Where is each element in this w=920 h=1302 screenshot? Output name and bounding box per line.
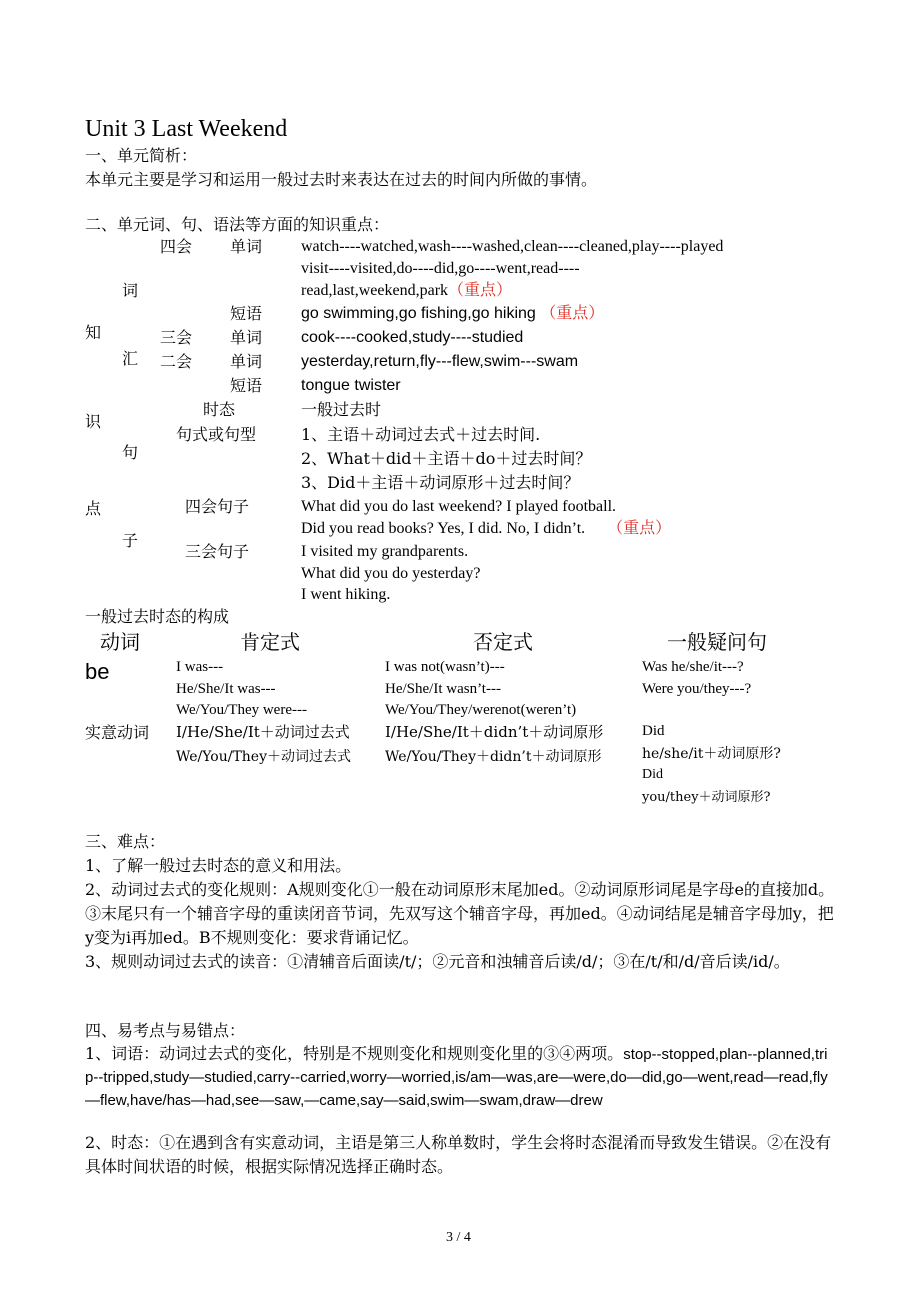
- be-affirm-3: We/You/They were---: [176, 702, 307, 718]
- table-header-affirmative: 肯定式: [240, 630, 300, 654]
- sanhui-words: cook----cooked,study----studied: [301, 329, 524, 346]
- verb-question-2: he/she/it＋动词原形?: [642, 746, 781, 762]
- section4-item-1-prefix: 1、词语：动词过去式的变化，特别是不规则变化和规则变化里的③④两项。: [85, 1044, 624, 1063]
- key-mark: （重点）: [448, 282, 513, 299]
- erhui-words: yesterday,return,fly---flew,swim---swam: [301, 353, 579, 370]
- row-label-verb: 实意动词: [85, 723, 150, 742]
- table-header-verb: 动词: [100, 630, 140, 654]
- page-title: Unit 3 Last Weekend: [85, 116, 288, 142]
- tense-label: 时态: [203, 400, 236, 419]
- be-question-2: Were you/they---?: [642, 681, 752, 697]
- category-ci: 词: [122, 281, 139, 300]
- phrase-sihui-text: go swimming,go fishing,go hiking: [301, 305, 536, 322]
- vocab-line-2: visit----visited,do----did,go----went,read----: [301, 260, 580, 277]
- category-ju: 句: [122, 443, 139, 462]
- category-hui: 汇: [122, 349, 139, 368]
- section1-text: 本单元主要是学习和运用一般过去时来表达在过去的时间内所做的事情。: [85, 170, 598, 189]
- grammar-table-caption: 一般过去时态的构成: [85, 607, 230, 626]
- table-header-question: 一般疑问句: [667, 630, 767, 654]
- table-header-negative: 否定式: [473, 630, 533, 654]
- erhui-phrase: tongue twister: [301, 377, 401, 394]
- row-label-be: be: [85, 659, 110, 684]
- vocab-line-3: [301, 281, 512, 301]
- type-danci-sanhui: 单词: [230, 328, 263, 347]
- verb-question-1: Did: [642, 723, 665, 739]
- sihui-sentence-1: What did you do last weekend? I played football.: [301, 498, 617, 515]
- side-char-zhi: 知: [85, 323, 102, 342]
- type-duanyu-erhui: 短语: [230, 376, 263, 395]
- verb-affirm-2: We/You/They＋动词过去式: [176, 749, 351, 765]
- sihui-sentence-2-text: Did you read books? Yes, I did. No, I didn’t.: [301, 520, 586, 537]
- key-mark: （重点）: [540, 305, 605, 322]
- section4-item-2: 2、时态：①在遇到含有实意动词，主语是第三人称单数时，学生会将时态混淆而导致发生错误。②在没有具体时间状语的时候，根据实际情况选择正确时态。: [85, 1133, 832, 1176]
- phrase-sihui: [301, 304, 604, 324]
- pattern-1: 1、主语＋动词过去式＋过去时间.: [301, 425, 541, 444]
- section4-item-1-words: stop--stopped,plan--planned,trip--tripped,study—studied,carry--carried,worry—worried,is/am—was,are—were,do—did,go—went,read—read,fly—flew,have/has—had,see—saw,—came,say—said,swim—swam,draw—drew: [85, 1046, 828, 1109]
- category-zi: 子: [122, 531, 139, 550]
- side-char-dian: 点: [85, 499, 102, 518]
- pattern-3: 3、Did＋主语＋动词原形＋过去时间？: [301, 473, 580, 492]
- verb-question-4: you/they＋动词原形?: [642, 790, 771, 805]
- sanhui-sentence-2: What did you do yesterday?: [301, 565, 481, 582]
- pattern-label: 句式或句型: [176, 425, 257, 444]
- be-affirm-1: I was---: [176, 659, 224, 675]
- sihui-sentence-label: 四会句子: [185, 497, 250, 516]
- type-danci-sihui: 单词: [230, 237, 263, 256]
- type-danci-erhui: 单词: [230, 352, 263, 371]
- side-char-shi: 识: [85, 412, 102, 431]
- section1-heading: 一、单元简析：: [85, 146, 198, 165]
- sanhui-sentence-1: I visited my grandparents.: [301, 543, 469, 560]
- verb-negative-1: I/He/She/It＋didn’t＋动词原形: [385, 723, 604, 741]
- vocab-line-1: watch----watched,wash----washed,clean----cleaned,play----played: [301, 238, 724, 255]
- level-sanhui: 三会: [160, 328, 193, 347]
- section3-item-3: 3、规则动词过去式的读音：①清辅音后面读/t/；②元音和浊辅音后读/d/；③在/t/和/d/音后读/id/。: [85, 952, 790, 971]
- level-sihui: 四会: [160, 237, 193, 256]
- section3-item-1: 1、了解一般过去时态的意义和用法。: [85, 856, 352, 875]
- be-negative-2: He/She/It wasn’t---: [385, 681, 501, 697]
- key-mark: （重点）: [607, 520, 672, 537]
- sanhui-sentence-3: I went hiking.: [301, 586, 391, 603]
- verb-affirm-1: I/He/She/It＋动词过去式: [176, 723, 350, 741]
- sihui-sentence-2: [301, 519, 671, 539]
- be-affirm-2: He/She/It was---: [176, 681, 276, 697]
- section3-item-2: 2、动词过去式的变化规则：A规则变化①一般在动词原形末尾加ed。②动词原形词尾是字母e的直接加d。③末尾只有一个辅音字母的重读闭音节词，先双写这个辅音字母，再加ed。④动词结尾是辅音字母加y，把y变为i再加ed。B不规则变化：要求背诵记忆。: [85, 880, 835, 947]
- sanhui-sentence-label: 三会句子: [185, 542, 250, 561]
- section4-item-1: [85, 1043, 835, 1112]
- section3-heading: 三、难点：: [85, 832, 166, 851]
- verb-question-3: Did: [642, 767, 663, 782]
- pattern-2: 2、What＋did＋主语＋do＋过去时间？: [301, 449, 592, 468]
- be-negative-1: I was not(wasn’t)---: [385, 659, 505, 675]
- be-negative-3: We/You/They/werenot(weren’t): [385, 702, 577, 718]
- tense-value: 一般过去时: [301, 400, 382, 419]
- page-number: 3 / 4: [446, 1230, 471, 1245]
- section4-heading: 四、易考点与易错点：: [85, 1021, 246, 1040]
- vocab-line-3-text: read,last,weekend,park: [301, 282, 449, 299]
- section2-heading: 二、单元词、句、语法等方面的知识重点：: [85, 215, 390, 234]
- verb-negative-2: We/You/They＋didn’t＋动词原形: [385, 749, 602, 765]
- be-question-1: Was he/she/it---?: [642, 659, 744, 675]
- level-erhui: 二会: [160, 352, 193, 371]
- type-duanyu-sihui: 短语: [230, 304, 263, 323]
